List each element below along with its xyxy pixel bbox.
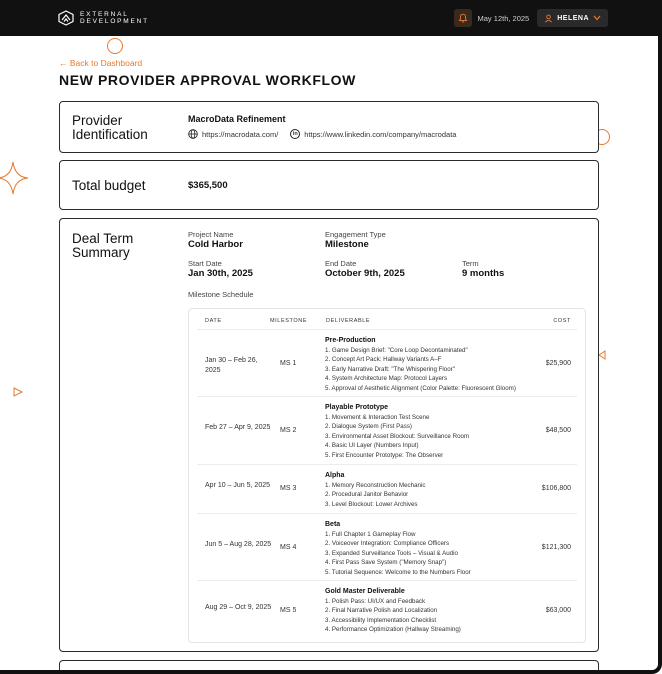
project-name-label: Project Name (188, 230, 234, 239)
row-deliverable (325, 404, 469, 460)
row-cost: $63,000 (545, 607, 571, 614)
deliverable-item: 3. Level Blockout: Lower Archives (325, 500, 418, 508)
milestone-schedule-label: Milestone Schedule (188, 290, 254, 299)
row-milestone: MS 3 (280, 485, 297, 492)
deliverable-item: 1. Movement & Interaction Test Scene (325, 414, 430, 421)
col-header-date: DATE (205, 318, 222, 324)
engagement-type-value: Milestone (325, 239, 369, 250)
deliverable-title: Pre-Production (325, 337, 376, 344)
deliverable-item: 5. Tutorial Sequence: Welcome to the Numbers Floor (325, 568, 471, 576)
page-title: NEW PROVIDER APPROVAL WORKFLOW (59, 72, 356, 88)
row-date: Jan 30 – Feb 26, 2025 (205, 357, 258, 374)
start-date-label: Start Date (188, 259, 222, 268)
globe-icon (188, 129, 198, 139)
deliverable-item: 3. Early Narrative Draft: "The Whispering Floor" (325, 365, 455, 373)
deliverable-item: 4. First Pass Save System ("Memory Snap") (325, 559, 447, 567)
col-header-cost: COST (553, 318, 571, 324)
deal-title-line-2: Summary (72, 245, 130, 260)
deliverable-item: 1. Game Design Brief: "Core Loop Decontaminated" (325, 347, 468, 354)
brand-line-2: DEVELOPMENT (80, 18, 149, 25)
deliverable-item: 4. Performance Optimization (Hallway Streaming) (325, 626, 461, 634)
row-deliverable (325, 521, 471, 577)
row-milestone: MS 4 (280, 544, 297, 551)
row-date: Apr 10 – Jun 5, 2025 (205, 482, 270, 489)
user-name: HELENA (557, 14, 589, 22)
linkedin-link[interactable]: https://www.linkedin.com/company/macrodata (304, 129, 457, 139)
deal-card-title (72, 232, 133, 260)
total-budget-card (59, 160, 599, 210)
row-cost: $48,500 (545, 427, 571, 434)
provider-card-title (72, 114, 148, 142)
provider-name: MacroData Refinement (188, 114, 286, 124)
logo-mark-icon (58, 10, 74, 26)
row-deliverable (325, 588, 461, 635)
deliverable-item: 2. Voiceover Integration: Compliance Officers (325, 540, 450, 548)
budget-card-title: Total budget (72, 178, 146, 193)
header-actions (454, 9, 608, 27)
col-header-milestone: MILESTONE (270, 318, 308, 324)
milestone-schedule-table (188, 308, 586, 643)
deliverable-item: 5. First Encounter Prototype: The Observer (325, 451, 444, 459)
deliverable-item: 1. Full Chapter 1 Gameplay Flow (325, 531, 416, 538)
deliverable-item: 1. Polish Pass: UI/UX and Feedback (325, 598, 426, 605)
decor-star-icon (0, 160, 30, 196)
deal-title-line-1: Deal Term (72, 231, 134, 246)
deliverable-item: 5. Approval of Aesthetic Alignment (Color Palette: Fluorescent Gloom) (325, 384, 516, 392)
provider-links (188, 129, 456, 139)
deliverable-item: 3. Environmental Asset Blockout: Surveillance Room (325, 432, 470, 440)
row-milestone: MS 1 (280, 360, 297, 367)
row-date: Feb 27 – Apr 9, 2025 (205, 424, 271, 431)
deliverable-item: 4. System Architecture Map: Protocol Layers (325, 375, 448, 383)
deliverable-title: Alpha (325, 472, 345, 479)
budget-value: $365,500 (188, 180, 228, 191)
deliverable-item: 2. Dialogue System (First Pass) (325, 423, 412, 431)
term-label: Term (462, 259, 479, 268)
provider-identification-card (59, 101, 599, 153)
row-milestone: MS 2 (280, 427, 297, 434)
deliverable-item: 2. Concept Art Pack: Hallway Variants A–F (325, 356, 442, 364)
brand-name (80, 11, 149, 26)
row-date: Jun 5 – Aug 28, 2025 (205, 541, 272, 548)
brand-line-1: EXTERNAL (80, 10, 129, 18)
deliverable-item: 3. Expanded Surveillance Tools – Visual & Audio (325, 549, 458, 557)
decor-circle-top-icon (106, 37, 124, 55)
next-section-card (59, 660, 599, 674)
user-menu-button[interactable] (537, 9, 608, 27)
term-value: 9 months (462, 268, 505, 279)
decor-triangle-left-icon (12, 386, 24, 398)
row-date: Aug 29 – Oct 9, 2025 (205, 604, 272, 611)
bell-icon (458, 13, 468, 23)
row-deliverable (325, 472, 425, 509)
deliverable-title: Gold Master Deliverable (325, 588, 405, 595)
current-date: May 12th, 2025 (477, 13, 530, 23)
deliverable-item: 3. Accessibility Implementation Checklist (325, 616, 437, 624)
deliverable-item: 4. Basic UI Layer (Numbers Input) (325, 442, 419, 450)
row-deliverable (325, 337, 516, 393)
linkedin-icon: in (290, 129, 300, 139)
end-date-label: End Date (325, 259, 357, 268)
project-name-value: Cold Harbor (188, 239, 243, 250)
row-cost: $106,800 (541, 485, 571, 492)
deliverable-title: Beta (325, 521, 341, 528)
provider-title-line-1: Provider (72, 113, 123, 128)
col-header-deliverable: DELIVERABLE (326, 318, 371, 324)
chevron-down-icon (593, 15, 601, 21)
brand-logo[interactable] (58, 10, 149, 26)
table-row (197, 513, 577, 580)
user-icon (544, 14, 553, 23)
table-row (197, 396, 577, 464)
back-to-dashboard-link[interactable]: ← Back to Dashboard (59, 58, 143, 68)
row-cost: $121,300 (541, 544, 571, 551)
start-date-value: Jan 30th, 2025 (188, 268, 253, 279)
row-cost: $25,900 (545, 360, 571, 367)
deal-term-summary-card (59, 218, 599, 652)
row-milestone: MS 5 (280, 607, 297, 614)
top-bar (0, 0, 658, 36)
deliverable-title: Playable Prototype (325, 404, 389, 411)
website-link[interactable]: https://macrodata.com/ (202, 129, 279, 139)
deliverable-item: 2. Procedural Janitor Behavior (325, 491, 409, 499)
table-row (197, 329, 577, 396)
end-date-value: October 9th, 2025 (325, 268, 405, 279)
provider-title-line-2: Identification (72, 127, 148, 142)
table-row (197, 580, 577, 639)
deliverable-item: 2. Final Narrative Polish and Localization (325, 607, 438, 615)
engagement-type-label: Engagement Type (325, 230, 386, 239)
deliverable-item: 1. Memory Reconstruction Mechanic (325, 482, 426, 489)
notifications-button[interactable] (454, 9, 472, 27)
table-row (197, 464, 577, 513)
